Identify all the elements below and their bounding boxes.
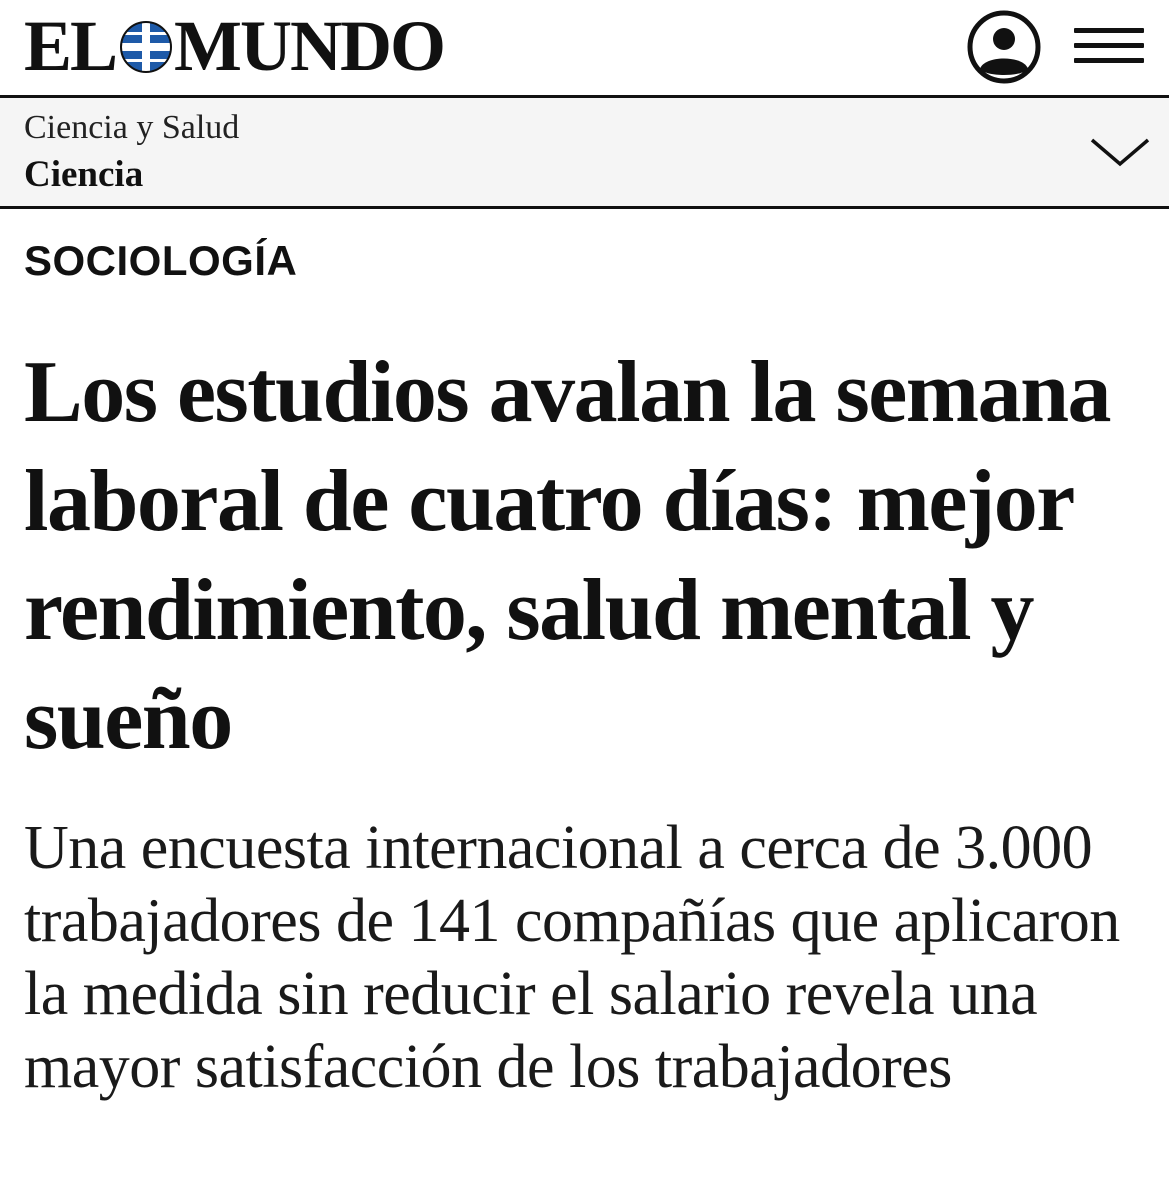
site-header	[0, 0, 1169, 98]
section-navigation[interactable]	[0, 98, 1169, 209]
user-account-button[interactable]	[966, 9, 1042, 85]
logo-text-el: EL	[24, 6, 117, 86]
article-kicker[interactable]: SOCIOLOGÍA	[24, 237, 298, 284]
chevron-down-icon[interactable]	[1088, 134, 1152, 170]
article-standfirst: Una encuesta internacional a cerca de 3.000 trabajadores de 141 compañías que aplicaron la medida sin reducir el salario revela una mayor satisfacción de los trabajadores	[24, 814, 1120, 1101]
menu-button[interactable]	[1074, 24, 1146, 68]
section-current-label: Ciencia	[24, 154, 144, 195]
hamburger-menu-icon	[1074, 28, 1144, 33]
user-account-icon	[966, 9, 1042, 85]
site-logo[interactable]	[24, 6, 444, 86]
hamburger-menu-icon-line	[1074, 58, 1144, 63]
hamburger-menu-icon-line	[1074, 43, 1144, 48]
globe-icon	[120, 21, 172, 73]
section-parent-link[interactable]: Ciencia y Salud	[24, 109, 240, 146]
logo-text-mundo: MUNDO	[174, 6, 444, 86]
article-headline: Los estudios avalan la semana laboral de cuatro días: mejor rendimiento, salud mental y sueño	[24, 344, 1111, 768]
